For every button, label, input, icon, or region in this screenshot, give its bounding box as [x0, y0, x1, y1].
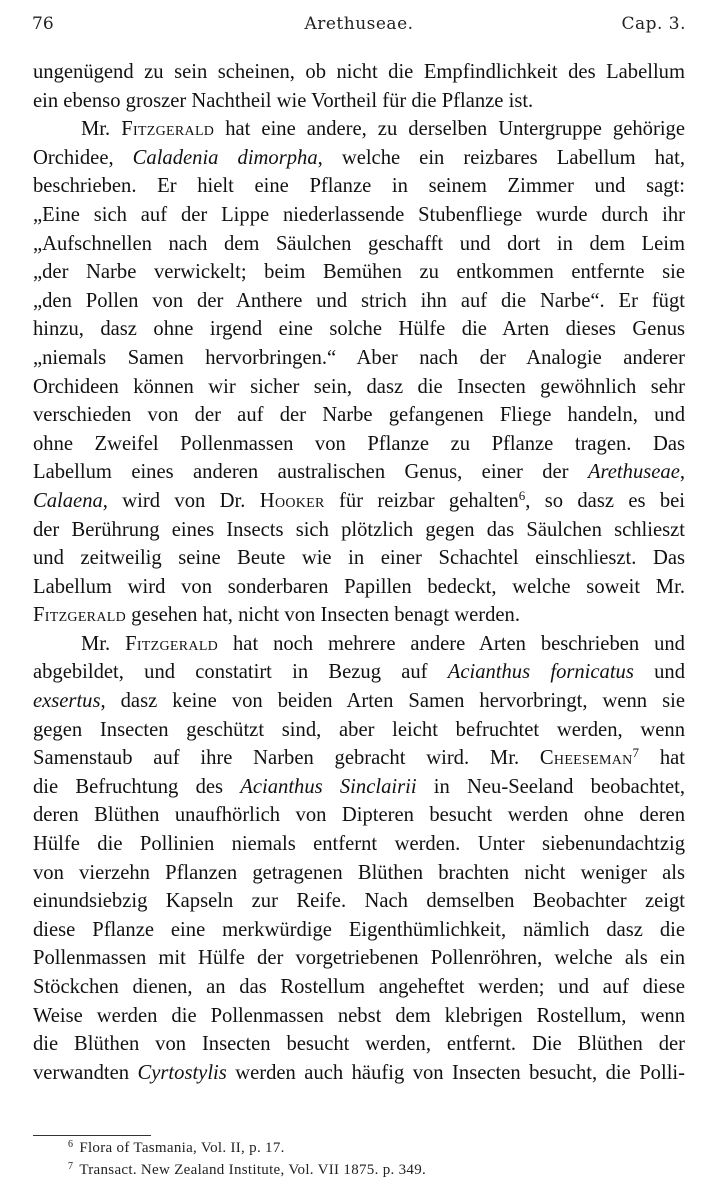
footnote-ref: 7 — [632, 745, 640, 761]
text-line: Orchidee, Caladenia dimorpha, welche ein reizbares Labellum hat, — [33, 146, 686, 169]
text-line: Hülfe die Pollinien niemals entfernt werden. Unter siebenundachtzig — [33, 833, 685, 856]
footnote — [68, 1162, 426, 1179]
chapter-label: Cap. 3. — [621, 14, 686, 34]
text-line: beschrieben. Er hielt eine Pflanze in seinem Zimmer und sagt: — [33, 175, 685, 198]
text-line: gegen Insecten geschützt sind, aber leicht befruchtet werden, wenn — [33, 718, 685, 741]
text-line: ungenügend zu sein scheinen, ob nicht die Empfindlichkeit des Labellum — [33, 61, 685, 83]
text-line: einundsiebzig Kapseln zur Reife. Nach demselben Beobachter zeigt — [33, 890, 685, 913]
text-line: Orchideen können wir sicher sein, dasz die Insecten gewöhnlich sehr — [33, 375, 685, 398]
text-line: ohne Zweifel Pollenmassen von Pflanze zu Pflanze tragen. Das — [33, 432, 685, 455]
text-line: „der Narbe verwickelt; beim Bemühen zu entkommen entfernte sie — [33, 261, 685, 284]
text-line: von vierzehn Pflanzen getragenen Blüthen brachten nicht weniger als — [33, 861, 685, 884]
page-number: 76 — [32, 14, 54, 34]
text-line: abgebildet, und constatirt in Bezug auf Acianthus fornicatus und — [33, 661, 685, 684]
text-line: „den Pollen von der Anthere und strich ihn auf die Narbe“. Er fügt — [33, 289, 685, 312]
text-line: exsertus, dasz keine von beiden Arten Samen hervorbringt, wenn sie — [33, 690, 685, 713]
text-line: Labellum wird von sonderbaren Papillen bedeckt, welche soweit Mr. — [33, 575, 685, 598]
running-title: Arethuseae. — [304, 14, 414, 34]
text-line: Samenstaub auf ihre Narben gebracht wird. Mr. Cheeseman$^7$ hat — [33, 745, 685, 770]
text-line: Stöckchen dienen, an das Rostellum angeheftet werden; und auf diese — [33, 976, 685, 998]
text-line: „niemals Samen hervorbringen.“ Aber nach der Analogie anderer — [33, 346, 685, 369]
text-line: „Aufschnellen nach dem Säulchen geschafft und dort in dem Leim — [33, 232, 685, 255]
text-line: Labellum eines anderen australischen Genus, einer der Arethuseae, — [33, 461, 685, 484]
text-line: hinzu, dasz ohne irgend eine solche Hülfe die Arten dieses Genus — [33, 318, 685, 341]
footnote — [68, 1140, 285, 1157]
text-line: die Befruchtung des Acianthus Sinclairii in Neu-Seeland beobachtet, — [33, 775, 685, 798]
footnote-text: Flora of Tasmania, Vol. II, p. 17. — [79, 1140, 285, 1156]
text-line: Pollenmassen mit Hülfe der vorgetriebenen Pollenröhren, welche als ein — [33, 947, 685, 970]
text-line: Calaena, wird von Dr. Hooker für reizbar gehalten$^6$, so dasz es bei — [33, 487, 686, 512]
text-line: Mr. Fitzgerald hat eine andere, zu derselben Untergruppe gehörige — [81, 118, 685, 141]
footnote-mark: 7 — [68, 1161, 74, 1172]
text-line: die Blüthen von Insecten besucht werden, entfernt. Die Blüthen der — [33, 1033, 685, 1056]
text-line: Weise werden die Pollenmassen nebst dem klebrigen Rostellum, wenn — [33, 1004, 685, 1027]
footnote-mark: 6 — [68, 1139, 74, 1150]
footnote-rule — [33, 1135, 151, 1136]
footnote-ref: 6 — [518, 487, 526, 503]
text-line: Mr. Fitzgerald hat noch mehrere andere Arten beschrieben und — [81, 632, 685, 655]
body-text — [33, 58, 685, 1087]
text-line: Fitzgerald gesehen hat, nicht von Insecten benagt werden. — [33, 604, 520, 627]
text-line: ein ebenso groszer Nachtheil wie Vortheil für die Pflanze ist. — [33, 89, 534, 112]
text-line: verwandten Cyrtostylis werden auch häufig von Insecten besucht, die Polli- — [33, 1061, 686, 1084]
text-line: und zeitweilig seine Beute wie in einer Schachtel einschlieszt. Das — [33, 547, 685, 570]
text-line: verschieden von der auf der Narbe gefangenen Fliege handeln, und — [33, 404, 685, 427]
text-line: diese Pflanze eine merkwürdige Eigenthümlichkeit, nämlich dasz die — [33, 918, 685, 941]
footnote-text: Transact. New Zealand Institute, Vol. VII 1875. p. 349. — [79, 1162, 427, 1178]
text-line: „Eine sich auf der Lippe niederlassende Stubenfliege wurde durch ihr — [33, 203, 685, 226]
text-line: deren Blüthen unaufhörlich von Dipteren besucht werden ohne deren — [33, 804, 685, 827]
text-line: der Berührung eines Insects sich plötzlich gegen das Säulchen schlieszt — [33, 518, 685, 541]
running-header — [32, 14, 686, 40]
